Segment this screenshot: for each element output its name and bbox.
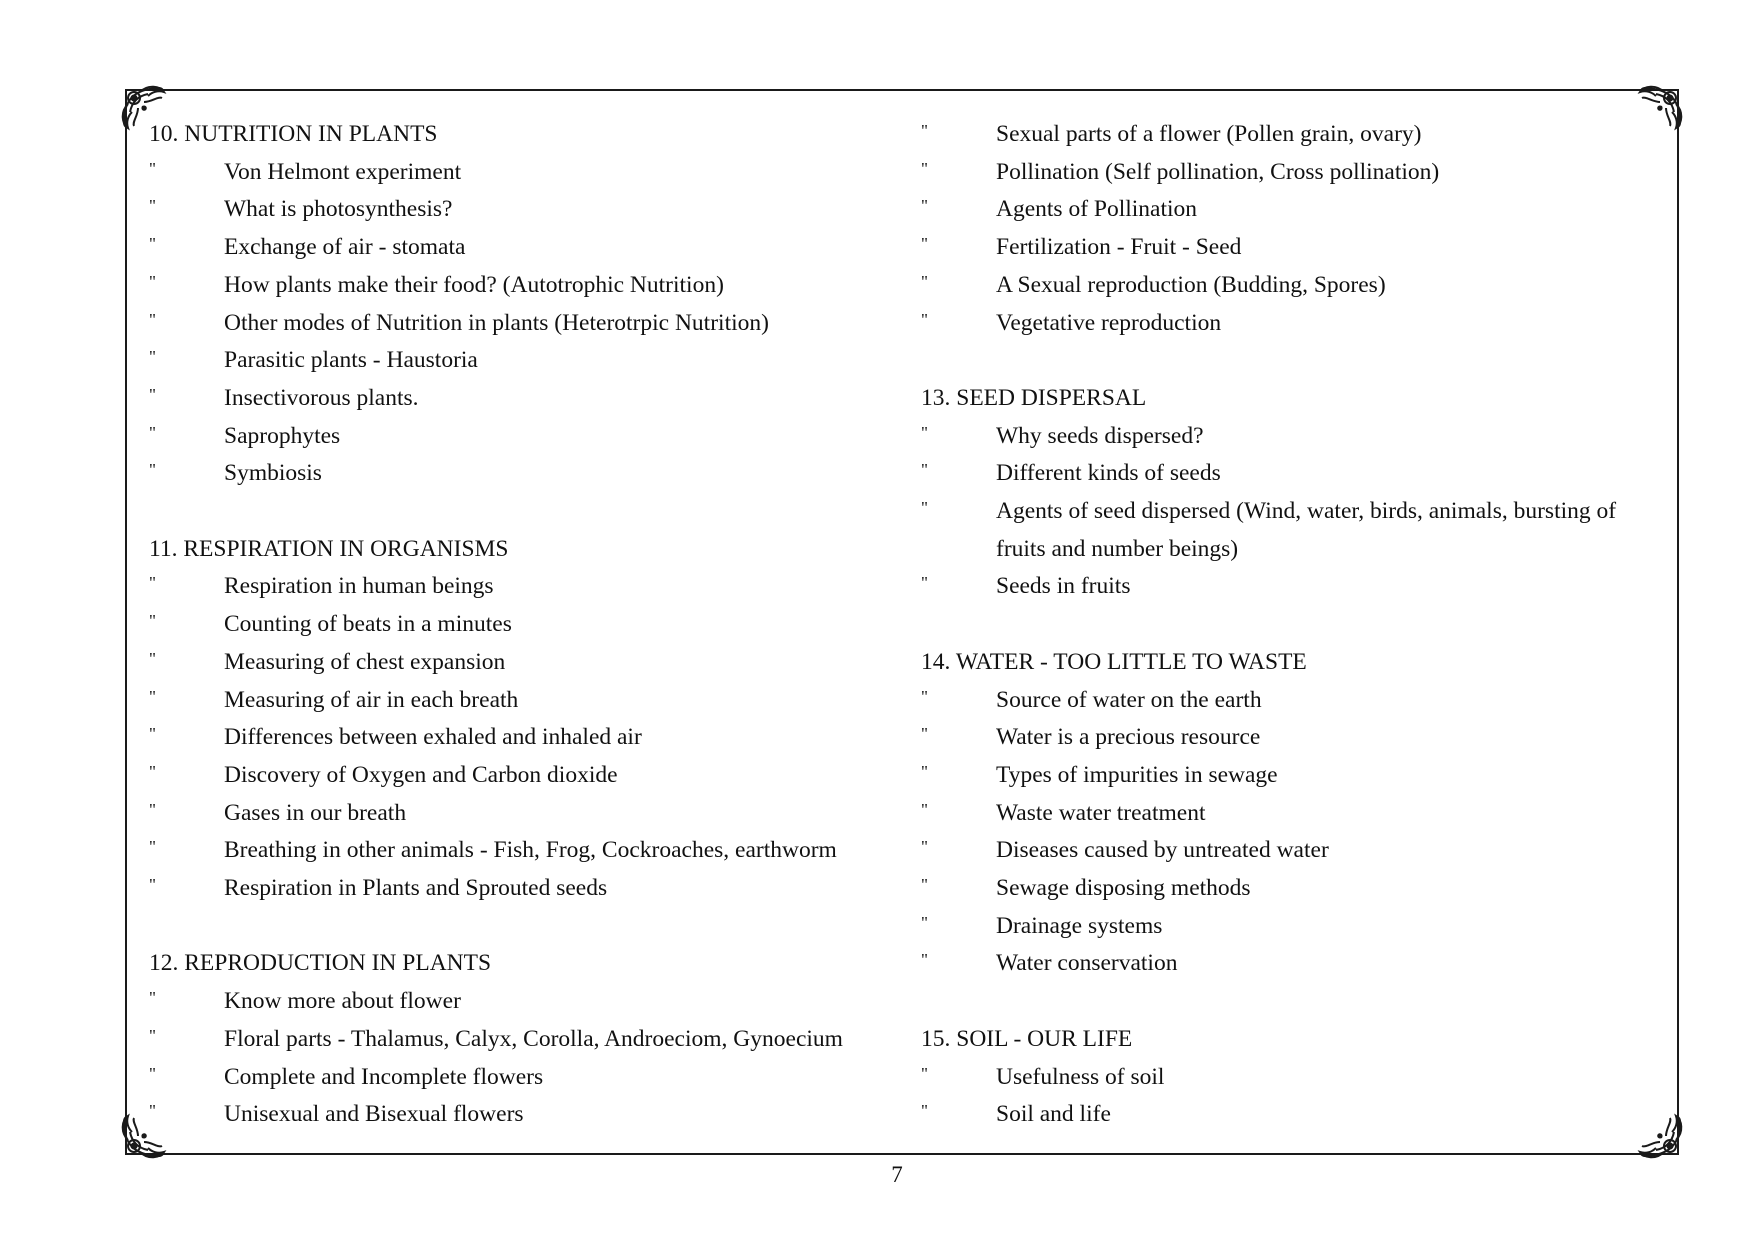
- list-item-text: Drainage systems: [996, 912, 1163, 939]
- bullet-mark: ": [149, 837, 156, 857]
- bullet-mark: ": [149, 422, 156, 442]
- bullet-mark: ": [921, 196, 928, 216]
- list-item: [149, 682, 909, 720]
- list-item: [921, 795, 1661, 833]
- bullet-mark: ": [921, 422, 928, 442]
- list-item-text: Other modes of Nutrition in plants (Heterotrpic Nutrition): [224, 309, 769, 336]
- topic-list: [921, 116, 1661, 342]
- bullet-mark: ": [921, 686, 928, 706]
- section-nutrition-in-plants: [149, 116, 909, 493]
- list-item: [921, 455, 1661, 493]
- bullet-mark: ": [149, 799, 156, 819]
- list-item-text: Types of impurities in sewage: [996, 761, 1278, 788]
- list-item: [149, 870, 909, 908]
- list-item: [149, 154, 909, 192]
- list-item-text: Waste water treatment: [996, 799, 1206, 826]
- bullet-mark: ": [921, 761, 928, 781]
- list-item-text: Fertilization - Fruit - Seed: [996, 234, 1242, 261]
- list-item: [149, 191, 909, 229]
- list-item-text: Vegetative reproduction: [996, 309, 1222, 336]
- list-item-text: Respiration in human beings: [224, 573, 494, 600]
- list-item: [149, 606, 909, 644]
- section-seed-dispersal: [921, 380, 1661, 606]
- bullet-mark: ": [149, 234, 156, 254]
- list-item: [149, 568, 909, 606]
- list-item: [921, 267, 1661, 305]
- bullet-mark: ": [149, 1063, 156, 1083]
- bullet-mark: ": [149, 384, 156, 404]
- list-item: [149, 1021, 909, 1059]
- list-item: [149, 455, 909, 493]
- bullet-mark: ": [149, 573, 156, 593]
- list-item: [921, 305, 1661, 343]
- list-item-text: Measuring of air in each breath: [224, 686, 519, 713]
- list-item-text: Sexual parts of a flower (Pollen grain, ovary): [996, 121, 1422, 147]
- list-item-text: Why seeds dispersed?: [996, 422, 1204, 449]
- list-item: [921, 908, 1661, 946]
- bullet-mark: ": [149, 988, 156, 1008]
- list-item-text: Unisexual and Bisexual flowers: [224, 1101, 524, 1128]
- list-item-text: Von Helmont experiment: [224, 158, 462, 185]
- section-reproduction-continued: [921, 116, 1661, 342]
- topic-list: [921, 682, 1661, 984]
- list-item-text: Counting of beats in a minutes: [224, 611, 512, 638]
- list-item: [149, 267, 909, 305]
- topic-list: [149, 983, 909, 1134]
- list-item: [921, 682, 1661, 720]
- list-item: [149, 983, 909, 1021]
- bullet-mark: ": [921, 271, 928, 291]
- list-item: [921, 116, 1661, 154]
- list-item: [921, 493, 1661, 568]
- bullet-mark: ": [149, 1101, 156, 1121]
- list-item: [921, 832, 1661, 870]
- list-item-text: Diseases caused by untreated water: [996, 837, 1329, 864]
- list-item-text: Agents of Pollination: [996, 196, 1198, 223]
- list-item: [921, 154, 1661, 192]
- list-item-text: Saprophytes: [224, 422, 341, 449]
- topic-list: [149, 154, 909, 493]
- list-item-text: Discovery of Oxygen and Carbon dioxide: [224, 761, 618, 788]
- list-item: [921, 229, 1661, 267]
- list-item: [149, 229, 909, 267]
- list-item-text: Breathing in other animals - Fish, Frog, Cockroaches, earthworm: [224, 837, 837, 864]
- list-item: [149, 1059, 909, 1097]
- bullet-mark: ": [921, 158, 928, 178]
- list-item-text: Usefulness of soil: [996, 1063, 1165, 1090]
- list-item-text: Soil and life: [996, 1101, 1111, 1128]
- list-item-text: Water conservation: [996, 950, 1178, 977]
- left-column: [149, 116, 909, 1134]
- list-item: [921, 568, 1661, 606]
- list-item-text: Agents of seed dispersed (Wind, water, birds, animals, bursting of fruits and number beings): [996, 498, 1617, 562]
- section-title: 15. SOIL - OUR LIFE: [921, 1025, 1133, 1052]
- list-item: [149, 719, 909, 757]
- list-item-text: Insectivorous plants.: [224, 384, 419, 411]
- topic-list: [149, 568, 909, 907]
- list-item-text: Differences between exhaled and inhaled air: [224, 724, 642, 751]
- bullet-mark: ": [149, 611, 156, 631]
- bullet-mark: ": [149, 761, 156, 781]
- section-title: 13. SEED DISPERSAL: [921, 384, 1147, 411]
- list-item: [921, 418, 1661, 456]
- list-item: [921, 1059, 1661, 1097]
- list-item-text: A Sexual reproduction (Budding, Spores): [996, 271, 1386, 298]
- bullet-mark: ": [921, 121, 928, 140]
- section-soil-our-life: [921, 1021, 1661, 1134]
- bullet-mark: ": [921, 912, 928, 932]
- list-item-text: Floral parts - Thalamus, Calyx, Corolla, Androeciom, Gynoecium: [224, 1025, 843, 1052]
- list-item-text: Know more about flower: [224, 988, 461, 1015]
- section-reproduction-in-plants: [149, 945, 909, 1134]
- list-item: [921, 1096, 1661, 1134]
- bullet-mark: ": [921, 573, 928, 593]
- list-item: [921, 945, 1661, 983]
- topic-list: [921, 1059, 1661, 1134]
- list-item-text: Different kinds of seeds: [996, 460, 1221, 487]
- bullet-mark: ": [921, 1063, 928, 1083]
- list-item: [921, 191, 1661, 229]
- bullet-mark: ": [921, 309, 928, 329]
- list-item: [149, 757, 909, 795]
- list-item-text: Parasitic plants - Haustoria: [224, 347, 478, 374]
- list-item-text: Complete and Incomplete flowers: [224, 1063, 544, 1090]
- list-item: [149, 380, 909, 418]
- bullet-mark: ": [921, 724, 928, 744]
- list-item: [149, 644, 909, 682]
- list-item: [149, 305, 909, 343]
- list-item-text: How plants make their food? (Autotrophic Nutrition): [224, 271, 724, 298]
- list-item: [149, 832, 909, 870]
- list-item: [149, 342, 909, 380]
- bullet-mark: ": [149, 309, 156, 329]
- section-title: 14. WATER - TOO LITTLE TO WASTE: [921, 648, 1307, 675]
- topic-list: [921, 418, 1661, 607]
- bullet-mark: ": [921, 875, 928, 895]
- bullet-mark: ": [921, 460, 928, 480]
- list-item-text: Source of water on the earth: [996, 686, 1262, 713]
- list-item-text: What is photosynthesis?: [224, 196, 453, 223]
- bullet-mark: ": [149, 196, 156, 216]
- bullet-mark: ": [149, 460, 156, 480]
- bullet-mark: ": [149, 875, 156, 895]
- list-item-text: Measuring of chest expansion: [224, 648, 506, 675]
- bullet-mark: ": [149, 271, 156, 291]
- bullet-mark: ": [149, 724, 156, 744]
- list-item-text: Seeds in fruits: [996, 573, 1131, 600]
- section-title: 11. RESPIRATION IN ORGANISMS: [149, 535, 509, 562]
- right-column: [921, 116, 1661, 1134]
- list-item: [921, 870, 1661, 908]
- list-item-text: Gases in our breath: [224, 799, 407, 826]
- bullet-mark: ": [921, 799, 928, 819]
- bullet-mark: ": [149, 347, 156, 367]
- list-item: [921, 719, 1661, 757]
- bullet-mark: ": [149, 686, 156, 706]
- bullet-mark: ": [149, 1025, 156, 1045]
- list-item: [149, 418, 909, 456]
- list-item-text: Sewage disposing methods: [996, 875, 1251, 902]
- bullet-mark: ": [921, 1101, 928, 1121]
- list-item: [149, 795, 909, 833]
- section-title: 12. REPRODUCTION IN PLANTS: [149, 950, 492, 977]
- list-item-text: Pollination (Self pollination, Cross pollination): [996, 158, 1440, 185]
- page-number: 7: [891, 1162, 903, 1187]
- bullet-mark: ": [149, 158, 156, 178]
- section-water-too-little-to-waste: [921, 644, 1661, 983]
- list-item: [149, 1096, 909, 1134]
- bullet-mark: ": [921, 950, 928, 970]
- bullet-mark: ": [921, 837, 928, 857]
- list-item: [921, 757, 1661, 795]
- list-item-text: Symbiosis: [224, 460, 322, 487]
- list-item-text: Water is a precious resource: [996, 724, 1261, 751]
- bullet-mark: ": [921, 498, 928, 518]
- list-item-text: Exchange of air - stomata: [224, 234, 466, 261]
- section-respiration-in-organisms: [149, 531, 909, 908]
- bullet-mark: ": [149, 648, 156, 668]
- section-title: 10. NUTRITION IN PLANTS: [149, 121, 438, 147]
- list-item-text: Respiration in Plants and Sprouted seeds: [224, 875, 608, 902]
- bullet-mark: ": [921, 234, 928, 254]
